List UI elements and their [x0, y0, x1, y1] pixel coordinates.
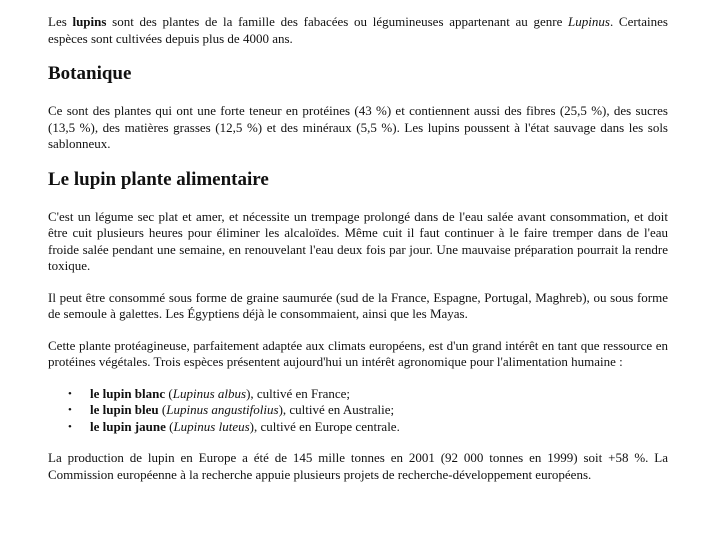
bullet-icon: •	[68, 387, 72, 400]
bullet-icon: •	[68, 404, 72, 416]
document-page	[48, 14, 668, 483]
list-item: • le lupin blanc (Lupinus albus), cultivé en France;	[68, 385, 351, 401]
species-list	[48, 386, 668, 436]
list-item: • le lupin bleu (Lupinus angustifolius), cultivé en Australie;	[68, 402, 395, 417]
alimentaire-paragraph-3: Cette plante protéagineuse, parfaitement adaptée aux climats européens, est d'un grand intérêt en tant que ressource en protéines végétales. Trois espèces présentent aujourd'hui un intérêt agronomique pour l'alimentation humaine :	[48, 337, 668, 369]
heading-botanique: Botanique	[48, 63, 132, 84]
intro-bold-term: lupins	[72, 14, 107, 29]
botanique-paragraph: Ce sont des plantes qui ont une forte teneur en protéines (43 %) et contiennent aussi des fibres (25,5 %), des sucres (13,5 %), des matières grasses (12,5 %) et des minéraux (5,5 %). Les lupins poussent à l'état sauvage dans les sols sablonneux.	[48, 103, 668, 151]
heading-lupin-alimentaire: Le lupin plante alimentaire	[48, 168, 269, 190]
intro-genus: Lupinus	[568, 14, 610, 29]
alimentaire-paragraph-2: Il peut être consommé sous forme de graine saumurée (sud de la France, Espagne, Portugal, Maghreb), ou sous forme de semoule à galettes. Les Égyptiens déjà le consommaient, ainsi que les Mayas.	[48, 289, 668, 321]
intro-text: . Certaines espèces sont cultivées depuis plus de 4000 ans.	[48, 14, 668, 46]
intro-text: sont des plantes de la famille des fabacées ou légumineuses appartenant au genre	[106, 14, 569, 29]
intro-text: Les	[48, 14, 73, 29]
list-item: • le lupin jaune (Lupinus luteus), cultivé en Europe centrale.	[68, 418, 400, 434]
intro-paragraph	[48, 14, 668, 47]
bullet-icon: •	[68, 420, 72, 433]
alimentaire-paragraph-4: La production de lupin en Europe a été de 145 mille tonnes en 2001 (92 000 tonnes en 1999) soit +58 %. La Commission européenne à la recherche appuie plusieurs projets de recherche-développement européens.	[48, 450, 668, 482]
alimentaire-paragraph-1: C'est un légume sec plat et amer, et nécessite un trempage prolongé dans de l'eau salée avant consommation, et doit être cuit plusieurs heures pour éliminer les alcaloïdes. Même cuit il faut continuer à le faire tremper dans de l'eau froide salée pendant une semaine, en renouvelant l'eau deux fois par jour. Une mauvaise préparation pourrait la rendre toxique.	[48, 208, 668, 273]
